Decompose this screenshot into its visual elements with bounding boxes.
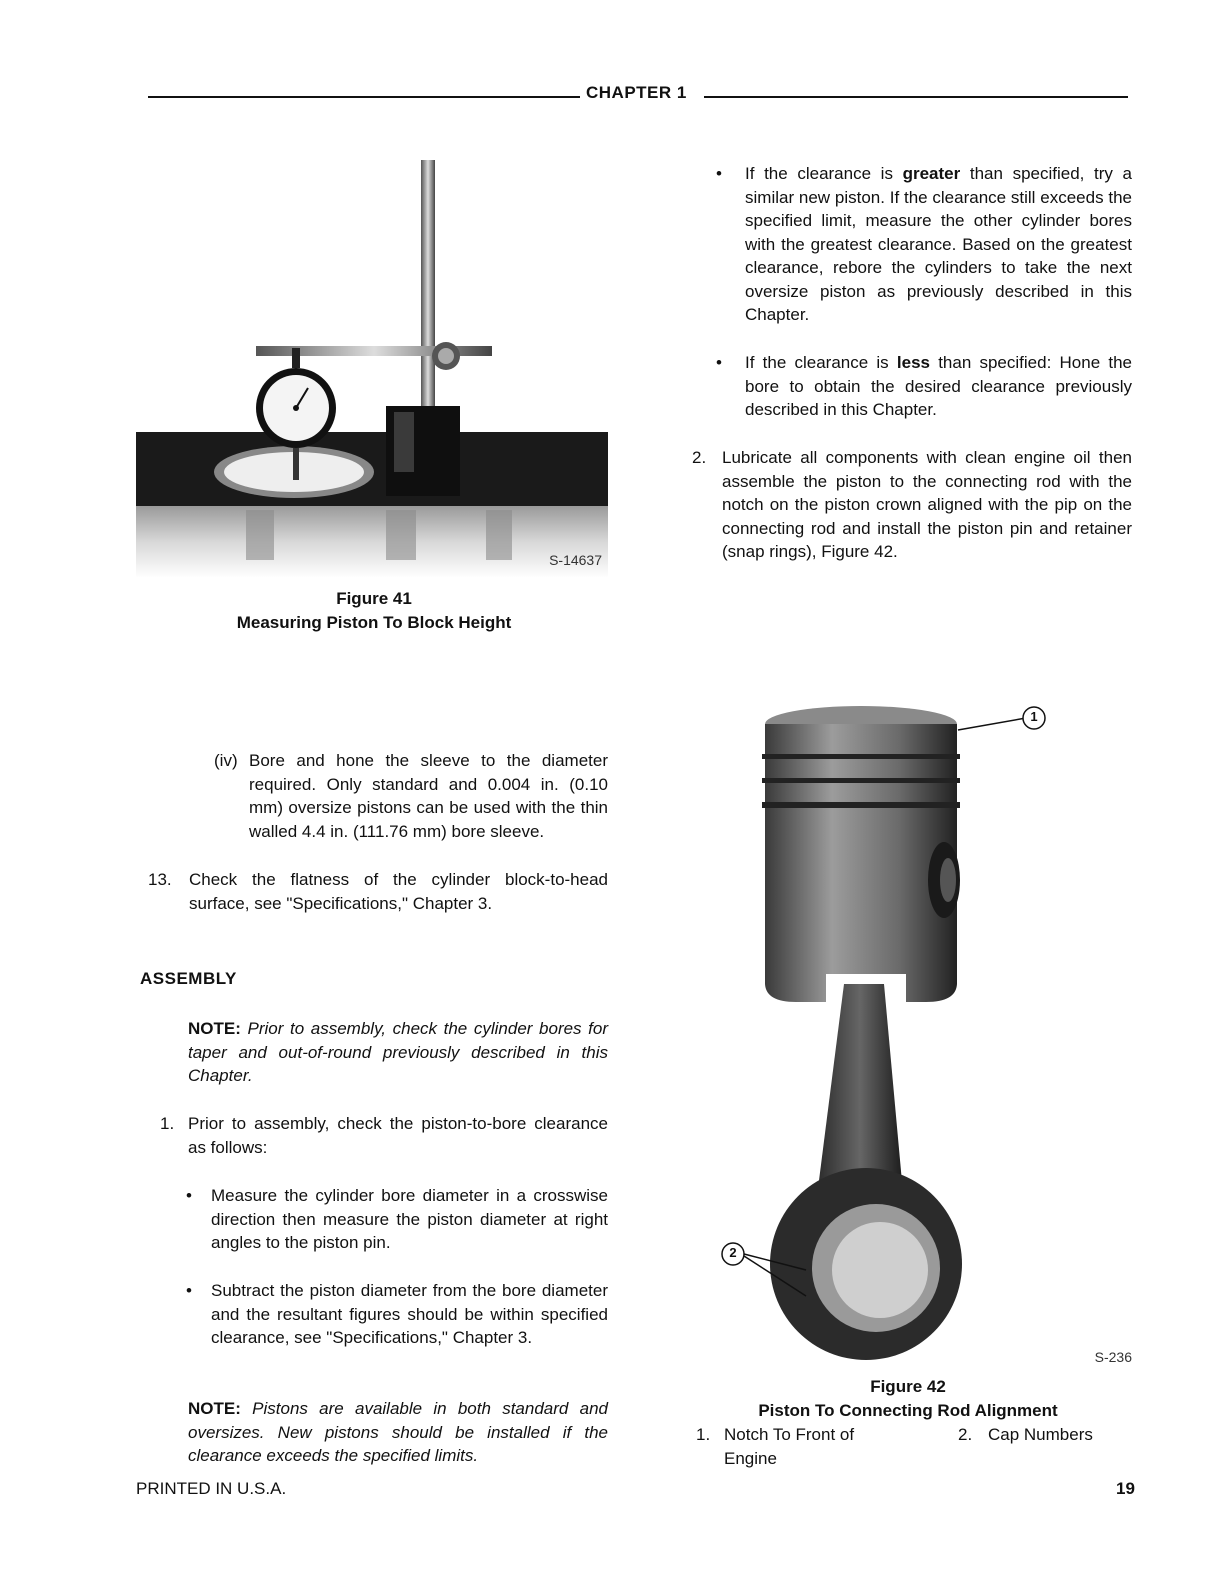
section-heading-assembly: ASSEMBLY: [140, 969, 237, 988]
step-iv-text: Bore and hone the sleeve to the diameter required. Only standard and 0.004 in. (0.10 mm) oversize pistons can be used with the thin walled 4.4 in. (111.76 mm) bore sleeve.: [249, 751, 608, 841]
step-iv: [214, 749, 608, 843]
bullet1-pre: If the clearance is: [745, 164, 903, 183]
figure-42-label: Figure 42: [870, 1377, 946, 1396]
chapter-rule-left: [148, 96, 580, 98]
legend-1-text: Notch To Front of Engine: [724, 1425, 855, 1468]
page-number: 19: [1116, 1479, 1135, 1498]
chapter-title: CHAPTER 1: [586, 83, 687, 102]
note-pistons-available: [188, 1397, 608, 1468]
note1-text: Prior to assembly, check the cylinder bores for taper and out-of-round previously described in this Chapter.: [188, 1019, 608, 1085]
figure-41-photo: [136, 160, 608, 578]
bullet-clearance-less: [718, 351, 1132, 422]
figure-42-title: Piston To Connecting Rod Alignment: [758, 1401, 1058, 1420]
bullet-dot: •: [716, 164, 722, 183]
bullet-b-text: Subtract the piston diameter from the bore diameter and the resultant figures should be within specified clearance, see "Specifications," Chapter 3.: [211, 1281, 608, 1347]
bullet2-bold: less: [896, 353, 930, 372]
step-1-text: Prior to assembly, check the piston-to-bore clearance as follows:: [188, 1114, 608, 1157]
bullet-a-text: Measure the cylinder bore diameter in a crosswise direction then measure the piston diameter at right angles to the piston pin.: [211, 1186, 608, 1252]
step-2-number: 2.: [692, 448, 707, 467]
step-1: [160, 1112, 608, 1159]
legend-2-text: Cap Numbers: [988, 1425, 1093, 1444]
bullet1-bold: greater: [902, 164, 961, 183]
callout-2-number: 2: [729, 1245, 737, 1260]
footer-printed: PRINTED IN U.S.A.: [136, 1479, 287, 1498]
step-13-text: Check the flatness of the cylinder block-to-head surface, see "Specifications," Chapter 3.: [189, 870, 608, 913]
figure-41-ref-code: S-14637: [549, 552, 602, 568]
figure-42-legend-1: [696, 1423, 896, 1470]
figure-42-photo: [676, 684, 1148, 1372]
step-13: [148, 868, 608, 915]
step-iv-number: (iv): [214, 751, 238, 770]
step-2-text: Lubricate all components with clean engine oil then assemble the piston to the connecting rod with the notch on the piston crown aligned with the pip on the connecting rod and install the piston pin and retainer (snap rings), Figure 42.: [722, 448, 1132, 561]
note1-label: NOTE:: [188, 1019, 241, 1038]
bullet-dot: •: [186, 1281, 192, 1300]
step-1-number: 1.: [160, 1114, 175, 1133]
legend-1-number: 1.: [696, 1425, 711, 1444]
legend-2-number: 2.: [958, 1425, 973, 1444]
bullet2-post: than specified: Hone the bore to obtain the desired clearance previously described in this Chapter.: [745, 353, 1132, 419]
piston-rod-illustration: [676, 684, 1148, 1372]
bullet2-pre: If the clearance is: [745, 353, 897, 372]
step-2: [692, 446, 1132, 564]
note-prior-to-assembly: [188, 1017, 608, 1088]
bullet1-post: than specified, try a similar new piston. If the clearance still exceeds the specified limit, measure the other cylinder bores with the greatest clearance. Based on the greatest clearance, rebore the cylinders to take the next oversize piston as previously described in this Chapter.: [745, 164, 1132, 324]
step-13-number: 13.: [148, 870, 172, 889]
note2-text: Pistons are available in both standard and oversizes. New pistons should be installed if the clearance exceeds the specified limits.: [188, 1399, 608, 1465]
chapter-rule-right: [704, 96, 1128, 98]
figure-41-title: Measuring Piston To Block Height: [236, 613, 512, 632]
figure-42-ref-code: S-236: [1094, 1349, 1132, 1365]
bullet-dot: •: [186, 1186, 192, 1205]
bullet-dot: •: [716, 353, 722, 372]
note2-label: NOTE:: [188, 1399, 241, 1418]
figure-42-legend-2: [958, 1423, 1128, 1447]
bullet-measure-bore: [186, 1184, 608, 1255]
dial-indicator-illustration: [136, 160, 608, 578]
figure-41-label: Figure 41: [336, 589, 412, 608]
bullet-subtract-diameter: [186, 1279, 608, 1350]
bullet-clearance-greater: [718, 162, 1132, 327]
callout-1-number: 1: [1030, 709, 1038, 724]
